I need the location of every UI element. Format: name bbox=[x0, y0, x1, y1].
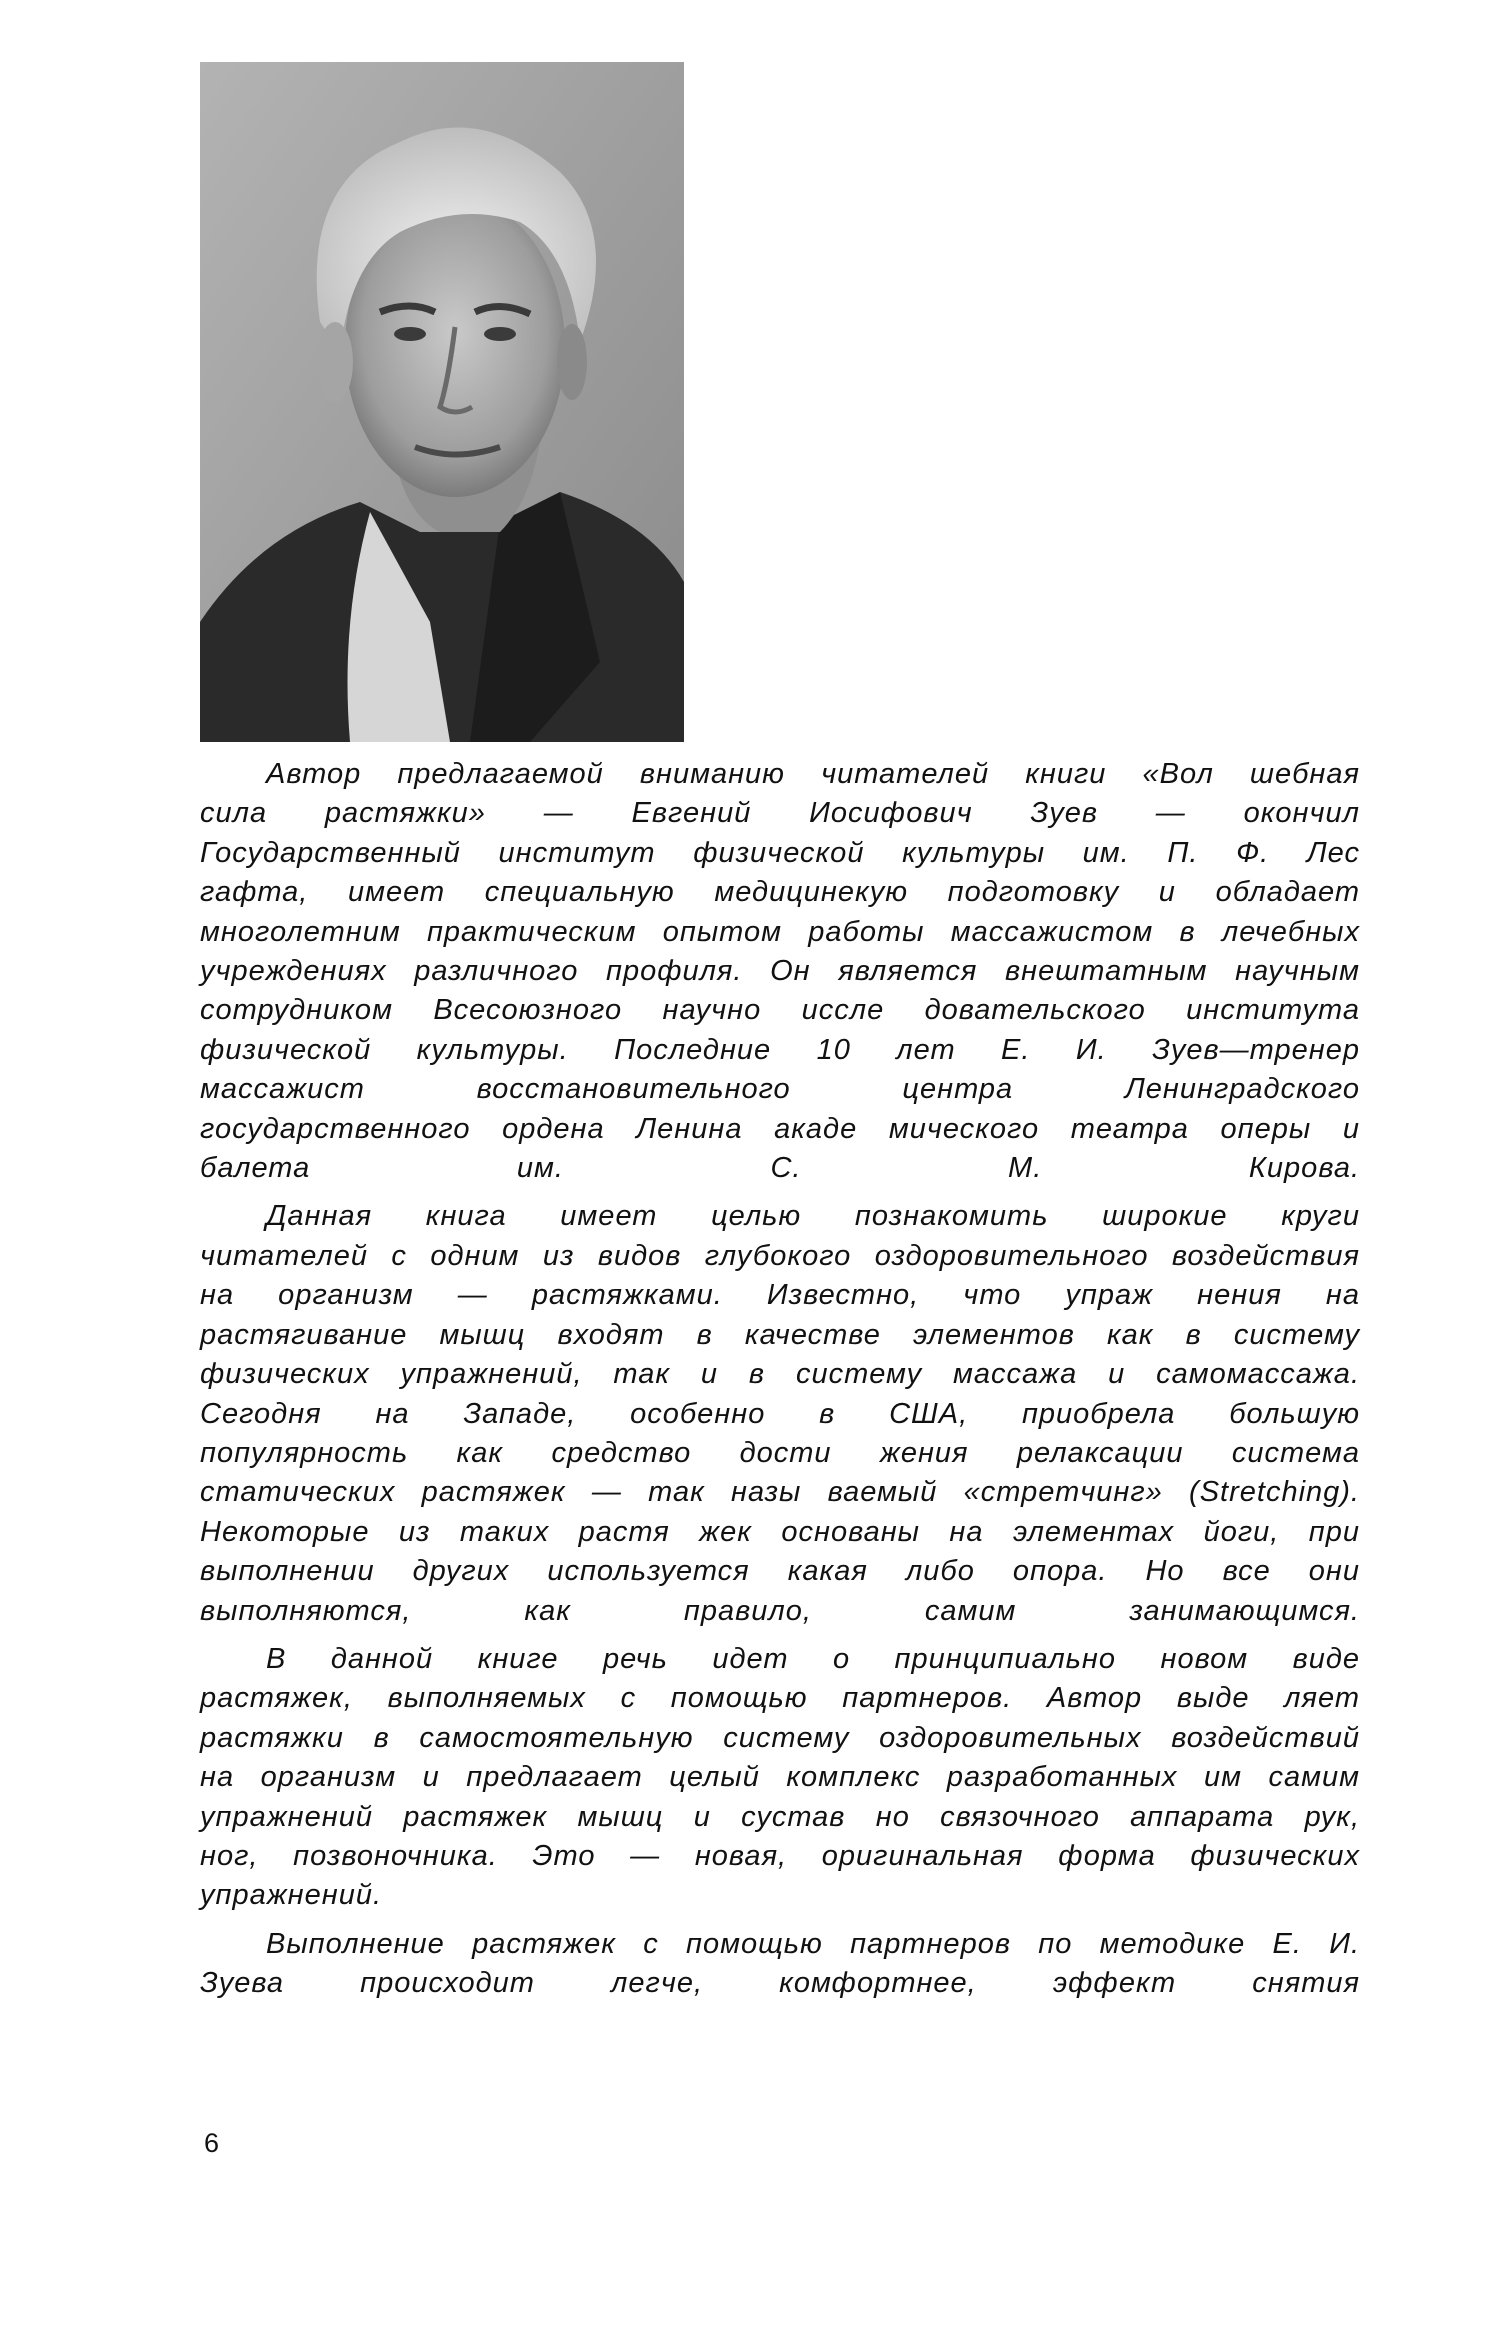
paragraph: Данная книга имеет целью познакомить широкие круги читателей с одним из видов глубокого оздоровительного воздействия на организм — растяжками. Известно, что упраж нения на растягивание мышц входят в качестве элементов как в систему физических упражнений, так и в систему массажа и самомассажа. Сегодня на Западе, особенно в США, приобрела большую популярность как средство дости жения релаксации система статических растяжек — так назы ваемый «стретчинг» (Stretching). Некоторые из таких растя жек основаны на элементах йоги, при выполнении других используется какая либо опора. Но все они выполняются, как правило, самим занимающимся. bbox=[200, 1200, 1360, 1627]
paragraph: Автор предлагаемой вниманию читателей книги «Вол шебная сила растяжки» — Евгений Иосифович Зуев — окончил Государственный институт физической культуры им. П. Ф. Лес гафта, имеет специальную медицинекую подготовку и обладает многолетним практическим опытом работы массажистом в лечебных учреждениях различного профиля. Он является внештатным научным сотрудником Всесоюзного научно иссле довательского института физической культуры. Последние 10 лет Е. И. Зуев—тренер массажист восстановительного центра Ленинградского государственного ордена Ленина акаде мического театра оперы и балета им. С. М. Кирова. bbox=[200, 758, 1360, 1185]
page-number: 6 bbox=[204, 2128, 220, 2158]
body-text bbox=[200, 755, 1360, 2004]
author-portrait-image bbox=[200, 62, 684, 742]
paragraph: Выполнение растяжек с помощью партнеров по методике Е. И. Зуева происходит легче, комфортнее, эффект снятия bbox=[200, 1927, 1360, 2000]
paragraph: В данной книге речь идет о принципиально новом виде растяжек, выполняемых с помощью партнеров. Автор выде ляет растяжки в самостоятельную систему оздоровительных воздействий на организм и предлагает целый комплекс разработанных им самим упражнений растяжек мышц и сустав но связочного аппарата рук, ног, позвоночника. Это — новая, оригинальная форма физических упражнений. bbox=[200, 1642, 1360, 1912]
author-portrait bbox=[200, 62, 684, 742]
